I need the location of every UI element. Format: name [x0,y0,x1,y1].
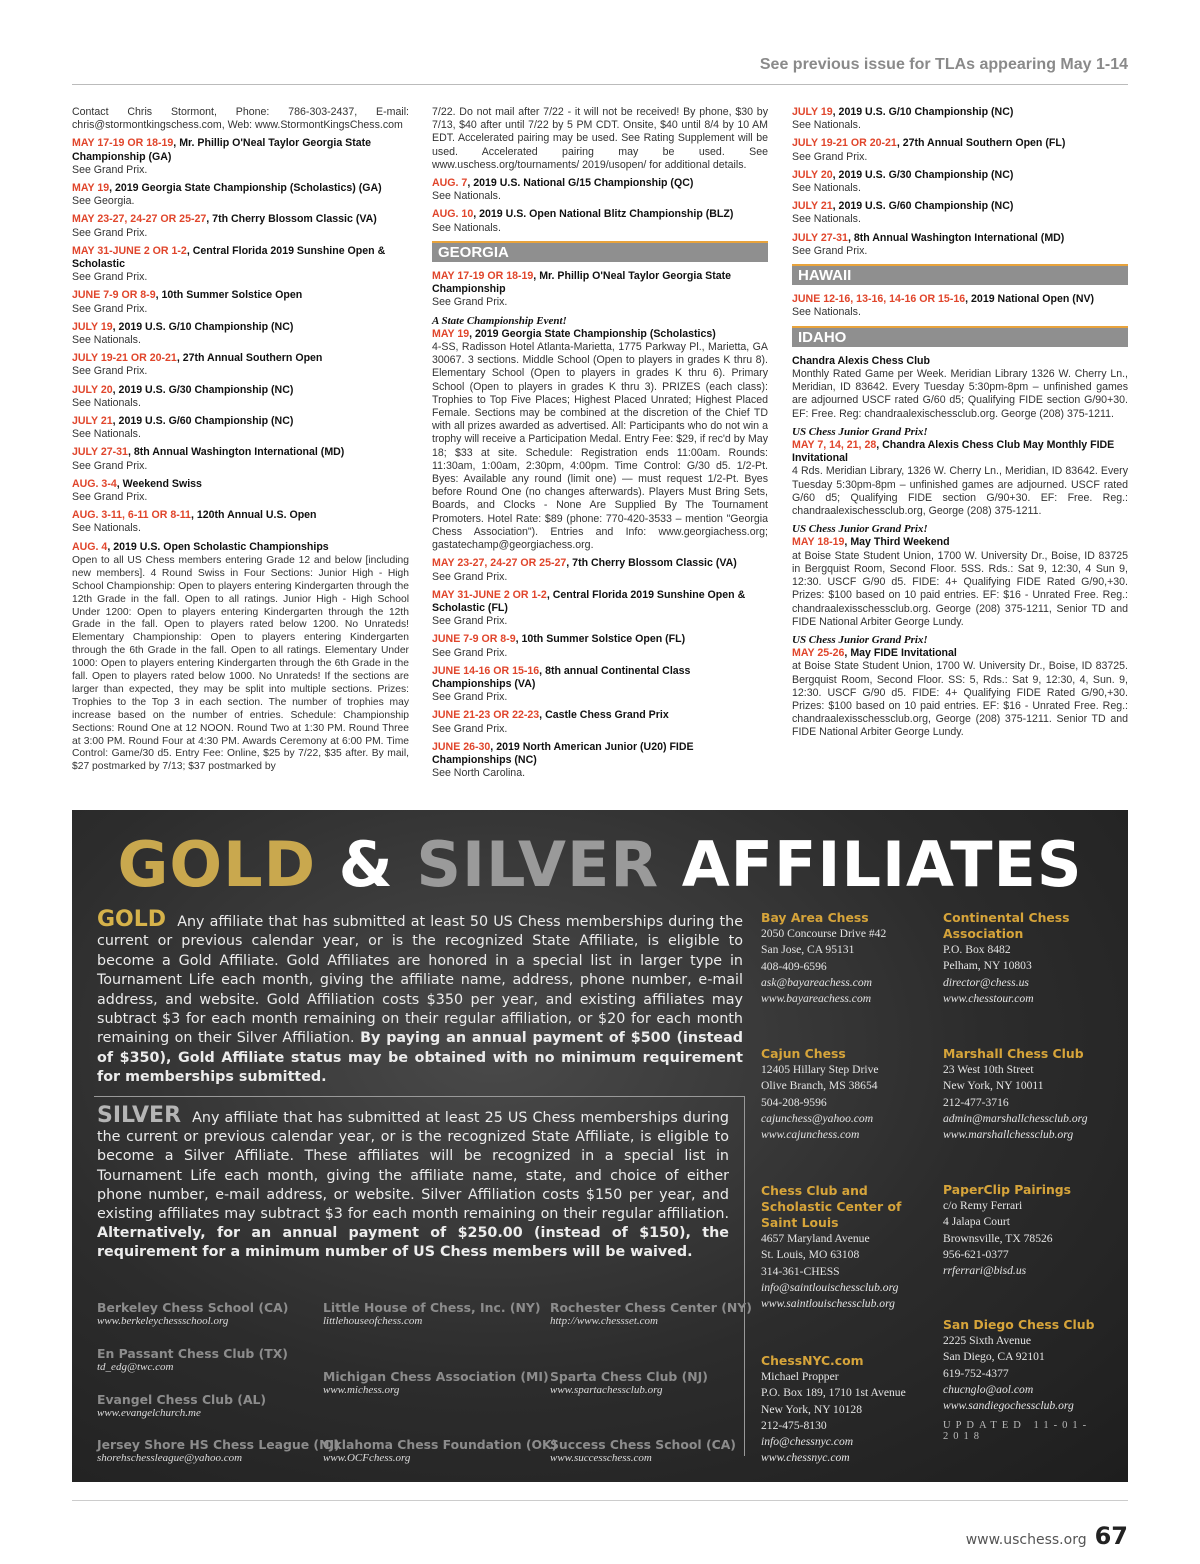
event-lead: A State Championship Event! [432,314,567,327]
affiliate-link[interactable]: chucnglo@aol.com [943,1382,1034,1396]
event-title: 2019 U.S. National G/15 Championship (QC) [473,177,694,190]
silver-affiliate [97,1346,322,1373]
previous-issue-note: See previous issue for TLAs appearing May 1-14 [759,56,1128,73]
event-item: MAY 17-19 OR 18-19, Mr. Phillip O'Neal Taylor Georgia State Championship (GA) See Grand Prix. [72,137,409,177]
event-lead: US Chess Junior Grand Prix! [792,425,928,438]
event-title: 10th Summer Solstice Open (FL) [521,633,686,646]
event-date: MAY 19 [432,327,470,340]
gold-text: Any affiliate that has submitted at least 50 US Chess memberships during the current or previous calendar year, or is the recognized State Affiliate, is eligible to become a Gold Affiliate. Gold Affiliates are honored in a special list in larger type in Tournament Life each month, giving the affiliate name, address, phone number, e-mail address, and website. Gold Affiliation costs $350 per year, and existing affiliates may subtract $3 for each month remaining on their regular affiliation, or $20 for each month remaining on their Silver Affiliation. [97,914,744,1047]
event-list [792,426,1128,740]
event-list [432,177,768,235]
affiliate-link[interactable]: info@chessnyc.com [761,1435,854,1449]
affiliate-address-line: P.O. Box 189, 1710 1st Avenue [761,1386,906,1400]
event-date: AUG. 4 [72,540,108,553]
gold-affiliate [761,1183,931,1312]
event-title: 8th Annual Washington International (MD) [133,446,345,459]
event-item: JUNE 26-30, 2019 North American Junior (U20) FIDE Championships (NC) See North Carolina. [432,741,768,781]
gold-affiliate [943,1182,1113,1279]
event-see: See Grand Prix. [432,691,508,704]
affiliate-link[interactable]: rrferrari@bisd.us [943,1264,1027,1278]
affiliate-contact[interactable]: http://www.chessset.com [550,1315,658,1327]
gold-affiliate [943,1046,1113,1143]
affiliate-address-line: Pelham, NY 10803 [943,959,1032,973]
event-date: JULY 19-21 OR 20-21 [792,137,897,150]
event-date: MAY 17-19 OR 18-19 [72,137,174,150]
event-item: JULY 27-31, 8th Annual Washington International (MD) See Grand Prix. [792,232,1128,258]
affiliate-contact[interactable]: littlehouseofchess.com [323,1315,423,1327]
event-date: MAY 18-19 [792,536,845,549]
event-see: See Grand Prix. [432,615,508,628]
silver-description [97,1103,729,1263]
event-title: 2019 U.S. G/60 Championship (NC) [118,415,294,428]
affiliate-name: Michigan Chess Association (MI) [323,1369,549,1384]
affiliate-address-line: San Diego, CA 92101 [943,1350,1045,1364]
affiliate-name: Berkeley Chess School (CA) [97,1300,289,1315]
event-see: See Grand Prix. [792,244,868,257]
event-title: 2019 North American Junior (U20) FIDE Championships (NC) [432,740,694,766]
affiliate-name: En Passant Chess Club (TX) [97,1346,288,1361]
event-date: MAY 31-JUNE 2 OR 1-2 [432,588,547,601]
affiliate-address-line: Michael Propper [761,1370,839,1383]
event-see: See Grand Prix. [72,163,148,176]
event-see: See Nationals. [792,182,861,195]
affiliate-link[interactable]: director@chess.us [943,975,1029,989]
event-see: See Grand Prix. [432,722,508,735]
affiliate-contact[interactable]: www.successchess.com [550,1452,652,1464]
event-item: JUNE 7-9 OR 8-9, 10th Summer Solstice Open See Grand Prix. [72,289,409,315]
affiliate-link[interactable]: www.cajunchess.com [761,1128,860,1142]
contact-info: Contact Chris Stormont, Phone: 786-303-2437, E-mail: chris@stormontkingschess.com, Web: www.StormontKingsChess.com [72,106,409,132]
affiliate-contact[interactable]: www.berkeleychessschool.org [97,1315,229,1327]
silver-affiliate [550,1437,775,1464]
affiliate-address-line: c/o Remy Ferrari [943,1199,1023,1212]
event-see: See Grand Prix. [72,491,148,504]
event-title: 2019 U.S. Open National Blitz Championship (BLZ) [479,208,734,221]
gold-affiliate [943,910,1113,1007]
event-lead: US Chess Junior Grand Prix! [792,633,928,646]
event-title: 2019 U.S. G/60 Championship (NC) [838,200,1014,213]
club-name: Chandra Alexis Chess Club [792,354,930,367]
silver-affiliate [323,1300,548,1327]
silver-affiliate [97,1437,340,1464]
event-title: Central Florida 2019 Sunshine Open & Scholastic (FL) [432,588,746,614]
affiliates-title [72,828,1128,901]
affiliate-contact[interactable]: td_edg@twc.com [97,1361,174,1373]
event-title: May Third Weekend [850,536,950,549]
event-see: See Nationals. [72,396,141,409]
affiliate-address-line: 408-409-6596 [761,959,827,973]
event-list [72,137,409,535]
event-item: AUG. 10, 2019 U.S. Open National Blitz Championship (BLZ) See Nationals. [432,208,768,234]
affiliate-name: PaperClip Pairings [943,1182,1072,1197]
event-title: 2019 Georgia State Championship (Scholastics) (GA) [115,182,382,195]
silver-offer: Alternatively, for an annual payment of $250.00 (instead of $150), the requirement for a minimum number of US Chess members will be waived. [97,1225,729,1261]
affiliate-name: Oklahoma Chess Foundation (OK) [323,1437,558,1452]
event-item: JULY 21, 2019 U.S. G/60 Championship (NC) See Nationals. [792,200,1128,226]
event-date: AUG. 3-4 [72,477,117,490]
affiliate-address-line: 212-475-8130 [761,1418,827,1432]
affiliate-address-line: New York, NY 10011 [943,1079,1044,1093]
event-date: JUNE 7-9 OR 8-9 [72,289,156,302]
event-see: See North Carolina. [432,767,526,780]
event-date: JUNE 7-9 OR 8-9 [432,633,516,646]
event-item: JULY 21, 2019 U.S. G/60 Championship (NC) See Nationals. [72,415,409,441]
page-number: 67 [1094,1522,1128,1550]
event-title: Central Florida 2019 Sunshine Open & Scholastic [72,244,386,271]
event-body: 4-SS, Radisson Hotel Atlanta-Marietta, 1775 Parkway Pl., Marietta, GA 30067. 3 sections. Middle School (Open to players in grades K thru 8). Elementary School (Open to players in grades K thru 6). Primary School (Open to players in grades K thru 3). PRIZES (each class): Trophies to Top Five Places; Highest Placed Unrated; Highest Placed Female. Sections may be combined at the discretion of the Chief TD with all prizes awarded as advertised. All: Participants who do not win a trophy will receive a Participation Medal. Entry Fee: $29, if rec'd by May 18; $33 at site. Schedule: Registration ends 11:00am. Rounds: 11:30am, 1:00am, 2:30pm, 4:00pm. Time Control: G/30 d5. 1/2-Pt. Byes: Available any round (limit one) — must request 1/2-Pt. Byes before Round One (no changes afterwards). Players Must Bring Sets, Boards, and Clocks - None Are Supplied By The Tournament Promoters. Hotel Rate: $89 (phone: 770-420-3533 – mention "Georgia Chess Association"). Entries and Info: www.georgiachess.org; gastatechamp@georgiachess.org. [432,341,768,552]
event-date: AUG. 3-11, 6-11 OR 8-11 [72,509,191,522]
gold-affiliate [761,910,931,1007]
silver-affiliate [97,1300,322,1327]
event-body: Open to all US Chess members entering Grade 12 and below [including new members]. 4 Round Swiss in Four Sections: Junior High - High School Championship: Open to players entering Kindergarten through the 12th Grade in the fall. Open to all ratings. Junior High - High School Under 1200: Open to players entering Kindergarten through the 12th Grade in the fall. Open to players rated below 1200. No Unrateds! Elementary Championship: Open to players entering Kindergarten through the 6th Grade in the fall. Open to all ratings. Elementary Under 1000: Open to players entering Kindergarten through the 6th Grade in the fall. Open to players rated below 1000. No Unrateds! If the sections are larger than expected, they may be split into multiple sections. Prizes: Trophies to the Top 3 in each section. The number of trophies may increase based on the number of entries. Schedule: Championship Sections: Round One at 12 NOON. Round Two at 1:30 PM. Round Three at 3:00 PM. Round Four at 4:30 PM. Awards Ceremony at 6:00 PM. Time Control: Game/30 d5. Entry Fee: Online, $25 by 7/22, $35 after. By mail, $27 postmarked by 7/13; $37 postmarked by [72,554,409,773]
section-idaho: IDAHO [792,326,1128,347]
event-title: 2019 U.S. Open Scholastic Championships [113,540,329,553]
silver-affiliate [323,1369,548,1396]
event-item: JULY 20, 2019 U.S. G/30 Championship (NC) See Nationals. [792,169,1128,195]
affiliate-name: Marshall Chess Club [943,1046,1084,1061]
event-see: See Nationals. [72,334,141,347]
affiliate-link[interactable]: www.bayareachess.com [761,992,872,1006]
affiliate-contact[interactable]: www.spartachessclub.org [550,1384,663,1396]
affiliate-address-line: 2225 Sixth Avenue [943,1334,1032,1347]
gold-description [97,907,744,1088]
event-date: JUNE 12-16, 13-16, 14-16 OR 15-16 [792,293,966,306]
event-see: See Nationals. [792,306,861,319]
event-date: MAY 31-JUNE 2 OR 1-2 [72,244,187,257]
event-see: See Grand Prix. [72,302,148,315]
affiliate-name: Bay Area Chess [761,910,869,925]
event-title: Chandra Alexis Chess Club May Monthly FIDE Invitational [792,439,1115,465]
affiliate-address-line: 4 Jalapa Court [943,1215,1010,1229]
footer-divider [72,1500,1128,1501]
affiliate-name: ChessNYC.com [761,1353,864,1368]
affiliate-name: Sparta Chess Club (NJ) [550,1369,708,1384]
event-title: 2019 U.S. G/30 Championship (NC) [838,168,1014,181]
affiliate-link[interactable]: www.saintlouischessclub.org [761,1297,895,1311]
event-date: MAY 19 [72,182,110,195]
event-see: See Georgia. [72,195,135,208]
event-item: JUNE 7-9 OR 8-9, 10th Summer Solstice Open (FL) See Grand Prix. [432,633,768,659]
affiliate-link[interactable]: info@saintlouischessclub.org [761,1280,899,1294]
event-title: 8th Annual Washington International (MD) [853,231,1065,244]
affiliate-name: Continental Chess Association [943,910,1070,941]
event-title: 10th Summer Solstice Open [161,289,303,302]
event-item: JULY 19-21 OR 20-21, 27th Annual Southern Open (FL) See Grand Prix. [792,137,1128,163]
event-date: MAY 23-27, 24-27 OR 25-27 [432,557,567,570]
affiliate-name: Jersey Shore HS Chess League (NJ) [97,1437,340,1452]
event-item: JULY 27-31, 8th Annual Washington International (MD) See Grand Prix. [72,446,409,472]
affiliate-link[interactable]: www.chessnyc.com [761,1451,850,1465]
gold-affiliate [943,1317,1113,1414]
event-title: 2019 U.S. G/30 Championship (NC) [118,383,294,396]
event-date: JUNE 21-23 OR 22-23 [432,709,540,722]
event-see: See Grand Prix. [432,646,508,659]
event-date: JULY 27-31 [72,446,128,459]
column-1 [72,106,409,779]
affiliate-address-line: 504-208-9596 [761,1095,827,1109]
event-date: JULY 20 [792,168,833,181]
event-date: MAY 25-26 [792,647,845,660]
event-title: 8th annual Continental Class Championships (VA) [432,664,691,690]
event-see: See Nationals. [792,213,861,226]
event-date: MAY 7, 14, 21, 28 [792,439,877,452]
event-item: MAY 17-19 OR 18-19, Mr. Phillip O'Neal Taylor Georgia State Championship See Grand Prix. [432,270,768,310]
event-lead: US Chess Junior Grand Prix! [792,523,928,536]
event-item: MAY 18-19, May Third Weekend [792,536,950,549]
event-item: JUNE 12-16, 13-16, 14-16 OR 15-16, 2019 National Open (NV) See Nationals. [792,293,1128,319]
footer [966,1522,1128,1550]
event-see: See Grand Prix. [72,271,148,284]
event-title: 27th Annual Southern Open (FL) [902,137,1066,150]
title-gold: GOLD [117,828,317,901]
affiliate-address-line: Brownsville, TX 78526 [943,1231,1053,1245]
event-item: MAY 25-26, May FIDE Invitational [792,647,957,660]
event-see: See Nationals. [432,190,501,203]
affiliate-address-line: 4657 Maryland Avenue [761,1232,870,1245]
column-2 [432,106,768,785]
event-title: 2019 U.S. G/10 Championship (NC) [118,320,294,333]
event-see: See Nationals. [432,221,501,234]
event-scholastic: AUG. 4, 2019 U.S. Open Scholastic Championships [72,540,329,553]
affiliate-address-line: San Jose, CA 95131 [761,943,855,957]
affiliate-address-line: 314-361-CHESS [761,1264,840,1278]
continued-text: 7/22. Do not mail after 7/22 - it will not be received! By phone, $30 by 7/13, $40 after until 7/22 by 5 PM CDT. Onsite, $40 until 8/4 by 10 AM EDT. Accelerated pairing may be used. See Rating Supplement will be used. Accelerated pairing may be used. See www.uschess.org/tournaments/ 2019/usopen/ for additional details. [432,106,768,171]
affiliate-address-line: 212-477-3716 [943,1095,1009,1109]
event-item: MAY 23-27, 24-27 OR 25-27, 7th Cherry Blossom Classic (VA) See Grand Prix. [72,213,409,239]
event-see: See Nationals. [792,119,861,132]
affiliate-link[interactable]: www.chesstour.com [943,991,1034,1005]
event-title: Castle Chess Grand Prix [545,709,669,722]
affiliate-name: Little House of Chess, Inc. (NY) [323,1300,541,1315]
event-see: See Nationals. [72,428,141,441]
event-item: JULY 19, 2019 U.S. G/10 Championship (NC) See Nationals. [72,321,409,347]
column-divider [744,1096,745,1456]
affiliate-address-line: Olive Branch, MS 38654 [761,1079,878,1093]
affiliate-name: Chess Club and Scholastic Center of Saint Louis [761,1183,902,1230]
affiliate-address-line: 956-621-0377 [943,1247,1009,1261]
event-title: 27th Annual Southern Open [182,352,323,365]
event-item: JULY 19, 2019 U.S. G/10 Championship (NC) See Nationals. [792,106,1128,132]
event-body: 4 Rds. Meridian Library, 1326 W. Cherry Ln., Meridian, ID 83642. Every Tuesday 5:30pm-8pm – unfinished games are adjourned. USCF rated G/60 d5; Qualifying FIDE section G/90+30. EF: Free. Reg.: chandraalexischessclub.org, George (208) 375-1211. [792,465,1128,518]
event-item: MAY 31-JUNE 2 OR 1-2, Central Florida 2019 Sunshine Open & Scholastic (FL) See Grand Prix. [432,589,768,629]
event-title: May FIDE Invitational [850,647,957,660]
event-see: See Grand Prix. [432,296,508,309]
event-title: Mr. Phillip O'Neal Taylor Georgia State Championship [432,270,732,296]
footer-url[interactable]: www.uschess.org [965,1532,1087,1548]
affiliate-address-line: 2050 Concourse Drive #42 [761,927,887,940]
title-affiliates: AFFILIATES [681,828,1083,901]
affiliate-name: Success Chess School (CA) [550,1437,736,1452]
event-see: See Nationals. [72,522,141,535]
event-body: at Boise State Student Union, 1700 W. University Dr., Boise, ID 83725 in Bergquist Room, Second Floor. 5SS. Rds.: Sat 9, 12:30, 4 Sun 9, 12:30. USCF G/90 d5. FIDE: 4+ Qualifying FIDE Rated G/90,+30. Prizes: $100 based on 10 paid entries. EF: $16 - Unrated Free. Reg.: chandraalexisschessclub.org. George (208) 375-1211, Senior TD and FIDE National Arbiter George Lundy. [792,549,1128,628]
silver-heading: SILVER [97,1103,182,1128]
silver-affiliate [97,1392,322,1419]
event-item: JULY 19-21 OR 20-21, 27th Annual Southern Open See Grand Prix. [72,352,409,378]
affiliate-contact[interactable]: shorehschessleague@yahoo.com [97,1452,243,1464]
event-date: JULY 27-31 [792,231,848,244]
affiliate-name: San Diego Chess Club [943,1317,1095,1332]
event-date: AUG. 10 [432,208,474,221]
affiliate-address-line: St. Louis, MO 63108 [761,1248,860,1262]
event-item: AUG. 3-11, 6-11 OR 8-11, 120th Annual U.S. Open See Nationals. [72,509,409,535]
event-date: AUG. 7 [432,177,468,190]
event-body: at Boise State Student Union, 1700 W. University Dr., Boise, ID 83725. Bergquist Room, Second Floor. SS: 5, Rds.: Sat 9, 12:30, 4, Sun. 9, 12:30. USCF G/90 d5. FIDE: 4+ Qualifying FIDE Rated G/90,+30. Prizes: $100 based on 10 paid entries. EF: $16 - Unrated Free. Reg.: chandraalexisschessclub.org, George (208) 375-1211. Senior TD and FIDE National Arbiter George Lundy. [792,660,1128,739]
affiliate-link[interactable]: www.sandiegochessclub.org [943,1399,1074,1413]
event-item: AUG. 7, 2019 U.S. National G/15 Championship (QC) See Nationals. [432,177,768,203]
event-date: JULY 19 [792,106,833,118]
affiliate-name: Rochester Chess Center (NY) [550,1300,752,1315]
silver-divider [94,1096,744,1097]
event-date: MAY 23-27, 24-27 OR 25-27 [72,213,207,226]
event-see: See Grand Prix. [792,150,868,163]
event-item: JULY 20, 2019 U.S. G/30 Championship (NC) See Nationals. [72,384,409,410]
event-item: JUNE 14-16 OR 15-16, 8th annual Continental Class Championships (VA) See Grand Prix. [432,665,768,705]
event-title: 7th Cherry Blossom Classic (VA) [212,213,377,226]
event-date: JULY 21 [72,415,113,428]
affiliate-address-line: P.O. Box 8482 [943,943,1011,956]
silver-text: Any affiliate that has submitted at least 25 US Chess memberships during the current or previous calendar year, or is the recognized State Affiliate, is eligible to become a Silver Affiliate. These affiliates will be recognized in a special list in Tournament Life each month, giving the affiliate name, state, and choice of either phone number, e-mail address, or website. Silver Affiliation costs $150 per year, and existing affiliates may subtract $3 for each month remaining on their regular affiliation. [97,1110,729,1223]
event-date: JUNE 26-30 [432,740,491,753]
affiliate-contact[interactable]: www.OCFchess.org [323,1452,411,1464]
affiliate-contact[interactable]: www.evangelchurch.me [97,1407,201,1419]
title-amp: & [338,828,394,901]
header-divider [72,84,1128,85]
affiliate-link[interactable]: www.marshallchessclub.org [943,1128,1074,1142]
event-item: MAY 23-27, 24-27 OR 25-27, 7th Cherry Blossom Classic (VA) See Grand Prix. [432,557,768,583]
section-hawaii: HAWAII [792,264,1128,285]
event-see: See Grand Prix. [432,570,508,583]
silver-affiliate [550,1300,775,1327]
affiliate-contact[interactable]: www.michess.org [323,1384,400,1396]
affiliate-link[interactable]: admin@marshallchessclub.org [943,1111,1088,1125]
event-title: 2019 Georgia State Championship (Scholastics) [475,327,716,340]
affiliates-panel [72,810,1128,1482]
affiliate-link[interactable]: cajunchess@yahoo.com [761,1111,874,1125]
gold-affiliate [761,1353,931,1467]
affiliate-address-line: New York, NY 10128 [761,1402,863,1416]
gold-affiliate [761,1046,931,1143]
event-title: 120th Annual U.S. Open [196,509,317,522]
event-item: MAY 19, 2019 Georgia State Championship (Scholastics) (GA) See Georgia. [72,182,409,208]
event-date: JULY 19-21 OR 20-21 [72,352,177,365]
event-date: JULY 21 [792,200,833,213]
event-item: AUG. 3-4, Weekend Swiss See Grand Prix. [72,478,409,504]
affiliate-address-line: 12405 Hillary Step Drive [761,1063,879,1076]
gold-offer: By paying an annual payment of $500 (instead of $350), Gold Affiliate status may be obtained with no minimum requirement for memberships submitted. [97,1030,743,1086]
affiliate-name: Evangel Chess Club (AL) [97,1392,267,1407]
event-see: See Grand Prix. [72,226,148,239]
event-item: JUNE 21-23 OR 22-23, Castle Chess Grand Prix See Grand Prix. [432,709,768,735]
event-see: See Grand Prix. [72,459,148,472]
column-3 [792,106,1128,745]
event-see: See Grand Prix. [72,365,148,378]
event-title: 7th Cherry Blossom Classic (VA) [572,557,737,570]
affiliate-address-line: 619-752-4377 [943,1366,1009,1380]
affiliate-name: Cajun Chess [761,1046,846,1061]
gold-heading: GOLD [97,907,167,932]
affiliate-address-line: 23 West 10th Street [943,1063,1034,1076]
event-item: MAY 19, 2019 Georgia State Championship (Scholastics) [432,327,716,340]
event-title: Weekend Swiss [122,477,202,490]
event-title: Mr. Phillip O'Neal Taylor Georgia State Championship (GA) [72,137,372,163]
silver-affiliate [323,1437,558,1464]
event-item: MAY 7, 14, 21, 28, Chandra Alexis Chess Club May Monthly FIDE Invitational [792,439,1115,465]
event-title: 2019 National Open (NV) [971,293,1095,306]
event-date: JULY 19 [72,320,113,333]
title-silver: SILVER [416,828,660,901]
section-georgia: GEORGIA [432,241,768,262]
club-body: Monthly Rated Game per Week. Meridian Library 1326 W. Cherry Ln., Meridian, ID 83642. Every Tuesday 5:30pm-8pm – unfinished games are adjourned USCF rated G/60 d5; Qualifying FIDE section G/90+30. EF: Free. Reg: chandraalexischessclub.org. George (208) 375-1211. [792,368,1128,420]
updated-date: UPDATED 11-01-2018 [943,1420,1092,1442]
affiliate-link[interactable]: ask@bayareachess.com [761,975,873,989]
event-list [792,106,1128,258]
silver-affiliate [550,1369,775,1396]
event-list [432,557,768,780]
event-item: MAY 31-JUNE 2 OR 1-2, Central Florida 2019 Sunshine Open & Scholastic See Grand Prix. [72,245,409,285]
event-date: JULY 20 [72,383,113,396]
event-title: 2019 U.S. G/10 Championship (NC) [838,106,1014,118]
event-date: JUNE 14-16 OR 15-16 [432,664,540,677]
event-date: MAY 17-19 OR 18-19 [432,270,534,283]
